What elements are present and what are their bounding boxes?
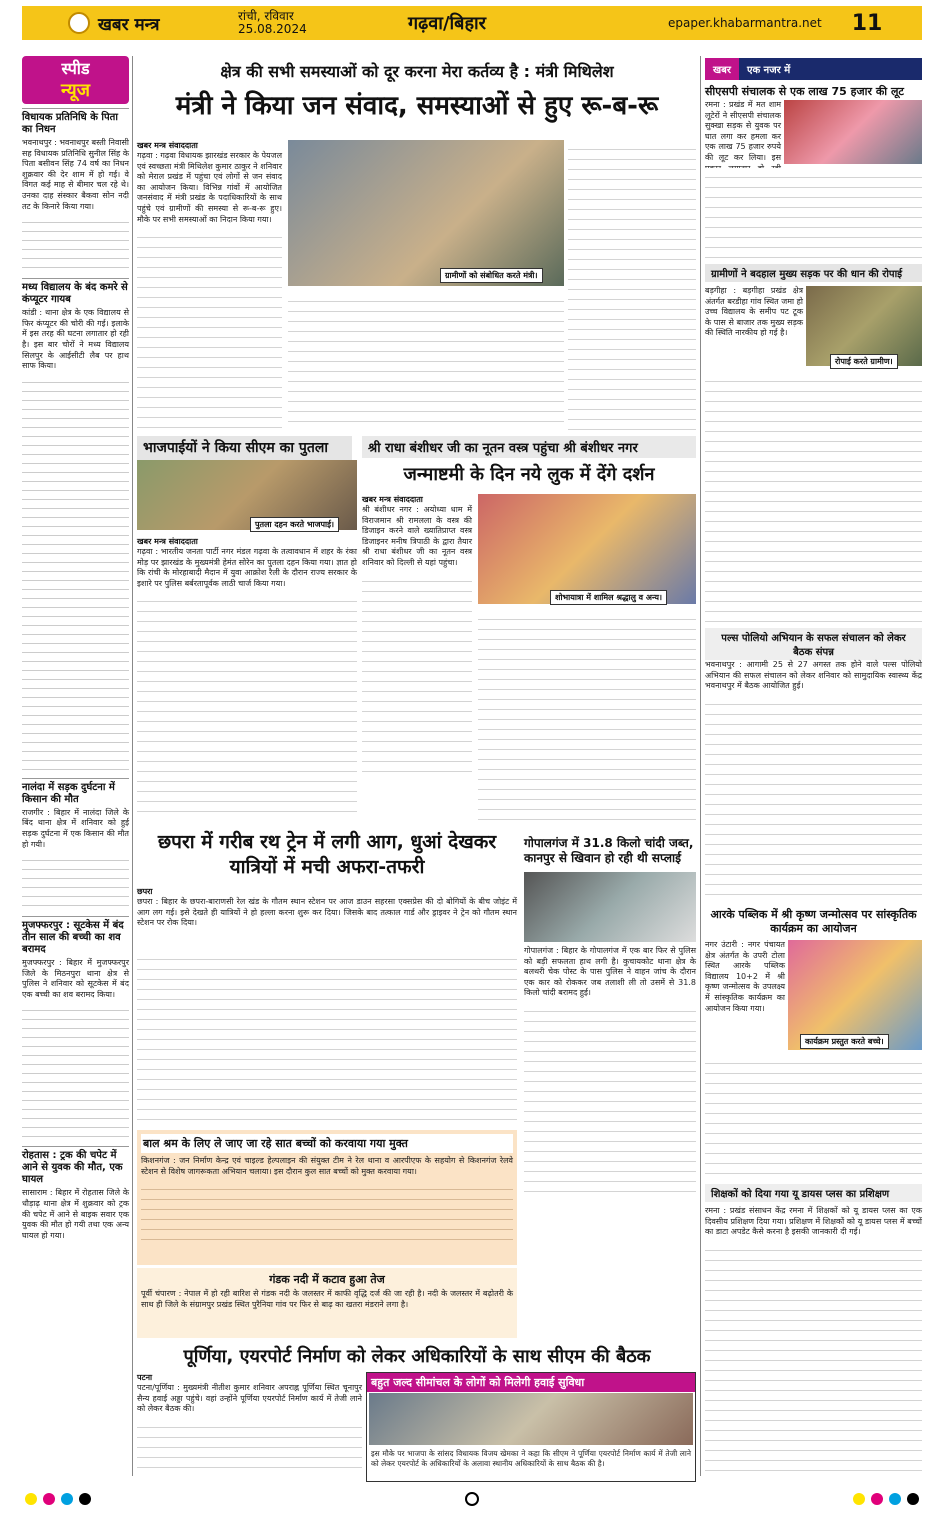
speed-news-logo <box>22 56 129 104</box>
purnia-column <box>137 1372 362 1482</box>
column-divider <box>700 56 701 1476</box>
road-column <box>705 286 803 370</box>
lead-byline: खबर मन्त्र संवाददाता <box>137 141 198 150</box>
text-filler <box>478 610 696 825</box>
gopalganj-headline: गोपालगंज में 31.8 किलो चांदी जब्त, कानपुर से खिवान हो रही थी सप्लाई <box>524 836 694 865</box>
news-headline: नालंदा में सड़क दुर्घटना में किसान की मौत <box>22 778 129 806</box>
news-text: कांडी : थाना क्षेत्र के एक विद्यालय से फिर कंप्यूटर की चोरी की गई। इलाके में इस तरह की घटना लगातार हो रही है। इस बार चोरों ने मध्य विद्यालय सिलपुर के आईसीटी लैब पर हाथ साफ किया। <box>22 308 129 371</box>
text-filler <box>524 1002 696 1192</box>
gandak-text: पूर्वी चंपारण : नेपाल में हो रही बारिश से गंडक नदी के जलस्तर में काफी वृद्धि दर्ज की जा रही है। नदी के जलस्तर में बढ़ोतरी के साथ ही जिले के संग्रामपुर प्रखंड स्थित पुरैनिया गांव पर फिर से बाढ़ का खतरा मंडराने लगा है। <box>141 1289 513 1309</box>
news-headline: मध्य विद्यालय के बंद कमरे से कंप्यूटर गायब <box>22 278 129 306</box>
purnia-inset-headline: बहुत जल्द सीमांचल के लोगों को मिलेगी हवाई सुविधा <box>367 1373 695 1392</box>
news-text: राजगीर : बिहार में नालंदा जिले के बिंद थाना क्षेत्र में शनिवार को हुई सड़क दुर्घटना में एक किसान की मौत हो गयी। <box>22 807 129 849</box>
teacher-headline: शिक्षकों को दिया गया यू डायस प्लस का प्रशिक्षण <box>705 1184 922 1202</box>
text-filler <box>22 1002 129 1142</box>
text-filler <box>362 572 472 772</box>
tag-ek-nazar: एक नजर में <box>739 58 922 80</box>
teacher-text: रमना : प्रखंड संसाधन केंद्र रमना में शिक्षकों को यू डायस प्लस का एक दिवसीय प्रशिक्षण दिया गया। प्रशिक्षण में शिक्षकों को यू डायस प्लस में बच्चों का डाटा अपडेट कैसे करना है इसकी जानकारी दी गई। <box>705 1206 922 1237</box>
edition-day: 25.08.2024 <box>238 22 307 36</box>
brand-logo-icon <box>68 12 90 34</box>
child-labour-box <box>137 1130 517 1265</box>
column-divider <box>132 56 133 1476</box>
polio-headline: पल्स पोलियो अभियान के सफल संचालन को लेकर बैठक संपन्न <box>705 628 922 660</box>
print-registration-bar <box>22 1490 922 1508</box>
lead-text: गढ़वा : गढ़वा विधायक झारखंड सरकार के पेयजल एवं स्वच्छता मंत्री मिथिलेश कुमार ठाकुर ने शनिवार को मेराल प्रखंड में पहुंचा एवं लोगों से जन संवाद का आयोजन किया। विभिन्न गांवों में आयोजित जनसंवाद में मंत्री प्रखंड के पदाधिकारियों के साथ पहुंचे एवं ग्रामीणों की समस्या से रू-ब-रू हुए। मौके पर सभी समस्याओं का निदान किया गया। <box>137 151 282 224</box>
purnia-byline: पटना <box>137 1373 153 1382</box>
lead-photo-caption: ग्रामीणों को संबोधित करते मंत्री। <box>440 268 543 283</box>
lead-photo <box>288 140 564 286</box>
text-filler <box>137 1418 362 1468</box>
janmashtami-photo <box>478 494 696 604</box>
masthead-bar <box>22 6 922 40</box>
road-text: बड़गीहा : बड़गीहा प्रखंड क्षेत्र अंतर्गत बरडीहा गांव स्थित जमा हो उच्च विद्यालय के समीप पट टूक के पास से बाजार तक मुख्य सड़क की स्थिति नारकीय हो गई है। <box>705 286 803 338</box>
black-dot-icon <box>79 1493 91 1505</box>
cyan-dot-icon <box>889 1493 901 1505</box>
text-filler <box>22 214 129 274</box>
purnia-headline: पूर्णिया, एयरपोर्ट निर्माण को लेकर अधिकारियों के साथ सीएम की बैठक <box>183 1346 651 1367</box>
yellow-dot-icon <box>853 1493 865 1505</box>
child-labour-text: किशनगंज : जन निर्माण केन्द्र एवं चाइल्ड हेल्पलाइन की संयुक्त टीम ने रेल थाना व आरपीएफ के सहयोग से किशनगंज रेलवे स्टेशन से विशेष जागरूकता अभियान चलाया। इस दौरान कुल सात बच्चों को मुक्त करवाया गया। <box>141 1156 513 1176</box>
yellow-dot-icon <box>25 1493 37 1505</box>
road-headline: ग्रामीणों ने बदहाल मुख्य सड़क पर की धान की रोपाई <box>705 264 922 282</box>
registration-mark-icon <box>465 1492 479 1506</box>
krishna-headline: आरके पब्लिक में श्री कृष्ण जन्मोत्सव पर सांस्कृतिक कार्यक्रम का आयोजन <box>710 908 917 935</box>
teacher-column <box>705 1206 922 1482</box>
magenta-dot-icon <box>43 1493 55 1505</box>
page-number: 11 <box>851 10 883 36</box>
effigy-column <box>137 536 357 826</box>
magenta-dot-icon <box>871 1493 883 1505</box>
news-headline: मुजफ्फरपुर : सूटकेस में बंद तीन साल की बच्ची का शव बरामद <box>22 916 129 956</box>
janmashtami-photo-caption: शोभायात्रा में शामिल श्रद्धालु व अन्य। <box>550 590 667 605</box>
text-filler <box>705 1241 922 1471</box>
gopalganj-column <box>524 946 696 1216</box>
text-filler <box>137 228 282 448</box>
text-filler <box>568 140 696 430</box>
purnia-inset-caption: इस मौके पर भाजपा के सांसद विधायक विजय खेमका ने कहा कि सीएम ने पूर्णिया एयरपोर्ट निर्माण कार्य में तेजी लाने को लेकर एयरपोर्ट के अधिकारियों के अलावा स्थानीय अधिकारियों के साथ बैठक की है। <box>371 1449 691 1468</box>
krishna-column <box>705 940 785 1050</box>
news-headline: विधायक प्रतिनिधि के पिता का निधन <box>22 108 129 136</box>
child-labour-headline: बाल श्रम के लिए ले जाए जा रहे सात बच्चों को करवाया गया मुक्त <box>141 1134 513 1153</box>
polio-column <box>705 660 922 902</box>
krishna-text: नगर उंटारी : नगर पंचायत क्षेत्र अंतर्गत के उपरी टोला स्थित आरके पब्लिक विद्यालय 10+2 में श्री कृष्ण जन्मोत्सव के उपलक्ष्य में सांस्कृतिक कार्यक्रम का आयोजन किया गया। <box>705 940 785 1013</box>
text-filler <box>137 592 357 812</box>
gopalganj-text: गोपालगंज : बिहार के गोपालगंज में एक बार फिर से पुलिस को बड़ी सफलता हाथ लगी है। कुचायकोट थाना क्षेत्र के बलथरी चेक पोस्ट के पास पुलिस ने वाहन जांच के दौरान एक कार को रोककर जब तलाशी ली तो उसमें से 31.8 किलो चांदी बरामद हुई। <box>524 946 696 998</box>
news-text: मुजफ्फरपुर : बिहार में मुजफ्फरपुर जिले के मिठनपुरा थाना क्षेत्र से पुलिस ने शनिवार को सूटकेस में बंद एक बच्ची का शव बरामद किया। <box>22 958 129 999</box>
text-filler <box>705 168 922 260</box>
chhapra-text: छपरा : बिहार के छपरा-बाराणसी रेल खंड के गौतम स्थान स्टेशन पर आज डाउन सहरसा एक्सप्रेस की दो बोगियों के बीच जोइंट में आग लग गई। इसे देखते ही यात्रियों ने हो हल्ला करना शुरू कर दिया। जिसके बाद तत्काल गार्ड और ड्राइवर ने ट्रेन को गौतम स्थान स्टेशन पर रोक दिया। <box>137 897 517 928</box>
effigy-headline: भाजपाईयों ने किया सीएम का पुतला <box>137 436 352 478</box>
loot-column <box>705 100 781 166</box>
text-filler <box>288 292 564 426</box>
edition-city: रांची, रविवार <box>238 9 294 23</box>
janmashtami-byline: खबर मन्त्र संवाददाता <box>362 495 423 504</box>
color-dots-right <box>850 1490 922 1509</box>
janmashtami-kicker: श्री राधा बंशीधर जी का नूतन वस्त्र पहुंचा श्री बंशीधर नगर <box>362 436 696 458</box>
purnia-inset-photo <box>369 1393 693 1445</box>
news-headline: रोहतास : ट्रक की चपेट में आने से युवक की मौत, एक घायल <box>22 1146 129 1186</box>
speed-news-line2: न्यूज <box>60 80 91 101</box>
tag-khabar: खबर <box>705 58 739 80</box>
text-filler <box>705 372 922 622</box>
effigy-photo-caption: पुतला दहन करते भाजपाई। <box>250 517 339 532</box>
speed-news-line1: स्पीड <box>61 59 90 78</box>
gopalganj-photo <box>524 872 696 942</box>
black-dot-icon <box>907 1493 919 1505</box>
gandak-headline: गंडक नदी में कटाव हुआ तेज <box>269 1273 385 1286</box>
janmashtami-column <box>362 494 472 814</box>
brand-name: खबर मन्त्र <box>98 14 160 35</box>
text-filler <box>137 950 517 1125</box>
purnia-inset <box>366 1372 696 1482</box>
effigy-byline: खबर मन्त्र संवाददाता <box>137 537 198 546</box>
lead-headline: मंत्री ने किया जन संवाद, समस्याओं से हुए रू-ब-रू <box>175 91 659 121</box>
chhapra-column <box>137 886 517 948</box>
road-photo-caption: रोपाई करते ग्रामीण। <box>830 354 898 369</box>
krishna-photo-caption: कार्यक्रम प्रस्तुत करते बच्चे। <box>800 1034 889 1049</box>
janmashtami-headline: जन्माष्टमी के दिन नये लुक में देंगे दर्शन <box>403 464 655 485</box>
site-url[interactable]: epaper.khabarmantra.net <box>668 16 822 30</box>
text-filler <box>22 852 129 912</box>
text-filler <box>22 374 129 774</box>
loot-photo <box>784 100 922 164</box>
right-column-tag <box>705 58 922 80</box>
edition-date <box>238 10 328 36</box>
loot-headline: सीएसपी संचालक से एक लाख 75 हजार की लूट <box>705 85 904 98</box>
speed-news-column <box>22 56 129 1476</box>
loot-text: रमना : प्रखंड में मत शाम लूटेरों ने सीएसपी संचालक सुक्खा सड़क से युवक पर घात लगा कर हमला कर एक लाख 75 हजार रुपये की लूट कर लिया। इस <box>705 100 781 162</box>
news-text: भवनाथपुर : भवनाथपुर बस्ती निवासी सह विधायक प्रतिनिधि सुनील सिंह के पिता बसीवन सिंह 74 वर्ष का निधन शुक्रवार की देर शाम में हो गई। वे विगत कई माह से बीमार चल रहे थे। उनका दाह संस्कार बैकवा सोन नदी तट के किनारे किया गया। <box>22 138 129 211</box>
gandak-box <box>137 1268 517 1338</box>
lead-column-1 <box>137 140 282 460</box>
cyan-dot-icon <box>61 1493 73 1505</box>
janmashtami-text: श्री बंशीधर नगर : अयोध्या धाम में विराजमान श्री रामलला के वस्त्र की डिजाइन करने वाले ख्यातिप्राप्त वस्त्र डिजाइनर मनीष त्रिपाठी के द्वारा तैयार श्री राधा बंशीधर जी का नूतन वस्त्र शनिवार को दिल्ली से यहां पहुंचा। <box>362 505 472 567</box>
section-title: गढ़वा/बिहार <box>408 13 487 34</box>
news-text: सासाराम : बिहार में रोहतास जिले के धौड़ाढ़ थाना क्षेत्र में शुक्रवार को ट्रक की चपेट में आने से बाइक सवार एक युवक की मौत हो गयी तथा एक अन्य घायल हो गया। <box>22 1188 129 1240</box>
polio-text: भवनाथपुर : आगामी 25 से 27 अगस्त तक होने वाले पल्स पोलियो अभियान की सफल संचालन को लेकर शनिवार को सामुदायिक स्वास्थ्य केंद्र भवनाथपुर में बैठक आयोजित हुई। <box>705 660 922 691</box>
color-dots-left <box>22 1490 94 1509</box>
lead-kicker: क्षेत्र की सभी समस्याओं को दूर करना मेरा कर्तव्य है : मंत्री मिथिलेश <box>220 62 614 81</box>
text-filler <box>141 1180 513 1240</box>
chhapra-headline: छपरा में गरीब रथ ट्रेन में लगी आग, धुआं देखकर यात्रियों में मची अफरा-तफरी <box>157 831 497 878</box>
text-filler <box>705 1054 922 1180</box>
chhapra-byline: छपरा <box>137 887 153 896</box>
effigy-text: गढ़वा : भारतीय जनता पार्टी नगर मंडल गढ़वा के तत्वावधान में शहर के रंका मोड़ पर झारखंड के मुख्यमंत्री हेमंत सोरेन का पुतला दहन किया गया। ज्ञात हो कि रांची के मोरहाबादी मैदान में युवा आक्रोश रैली के दौरान राज्य सरकार के इशारे पर पुलिस बर्बरतापूर्वक लाठी चार्ज किया गया। <box>137 547 357 588</box>
purnia-text: पटना/पूर्णिया : मुख्यमंत्री नीतीश कुमार शनिवार अपराह्न पूर्णिया स्थित चूनापुर सैन्य हवाई अड्डा पहुंचे। वहां उन्होंने पूर्णिया एयरपोर्ट निर्माण कार्य में तेजी लाने को लेकर बैठक की। <box>137 1383 362 1414</box>
text-filler <box>705 695 922 895</box>
